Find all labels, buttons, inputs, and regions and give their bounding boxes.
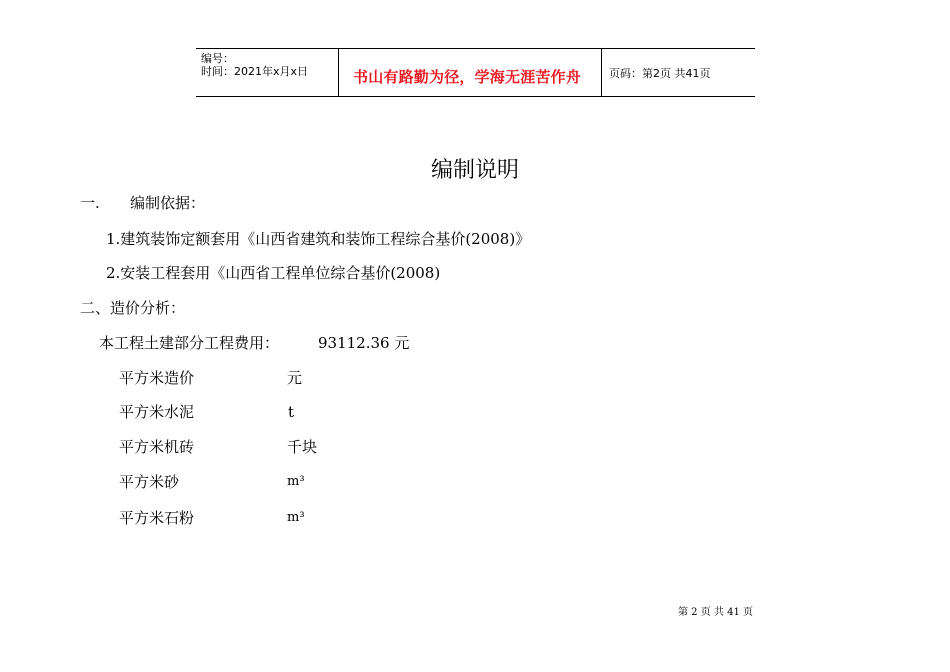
row-unit: m³ — [287, 474, 305, 489]
row-label: 平方米水泥 — [119, 403, 195, 421]
basis-item-2: 2.安装工程套用《山西省工程单位综合基价(2008) — [106, 264, 441, 282]
date-label: 时间：2021年x月x日 — [201, 65, 309, 78]
header-right-cell — [602, 49, 755, 96]
cost-value: 93112.36 元 — [318, 334, 410, 352]
header-mid-cell — [339, 49, 602, 96]
row-unit: t — [288, 403, 295, 421]
row-label: 平方米造价 — [119, 369, 195, 387]
basis-item-1: 1.建筑装饰定额套用《山西省建筑和装饰工程综合基价(2008)》 — [106, 230, 531, 248]
row-unit: m³ — [287, 510, 305, 525]
page-label: 页码：第2页 共41页 — [609, 67, 711, 80]
row-unit: 元 — [287, 369, 303, 387]
page-title — [0, 153, 950, 184]
section1-number: 一. — [80, 194, 100, 212]
row-label: 平方米砂 — [119, 473, 180, 491]
row-label: 平方米机砖 — [119, 438, 195, 456]
section2-title: 二、造价分析： — [80, 299, 186, 317]
motto-text: 书山有路勤为径，学海无涯苦作舟 — [353, 68, 582, 86]
cost-label: 本工程土建部分工程费用： — [99, 334, 280, 352]
footer-page-number: 第 2 页 共 41 页 — [678, 607, 753, 618]
row-unit: 千块 — [287, 438, 318, 456]
row-label: 平方米石粉 — [119, 509, 195, 527]
page-title-text: 编制说明 — [430, 158, 519, 183]
header-left-cell — [196, 49, 339, 96]
header-table — [196, 48, 755, 97]
section1-title: 编制依据： — [130, 194, 206, 212]
number-label: 编号： — [201, 52, 234, 65]
